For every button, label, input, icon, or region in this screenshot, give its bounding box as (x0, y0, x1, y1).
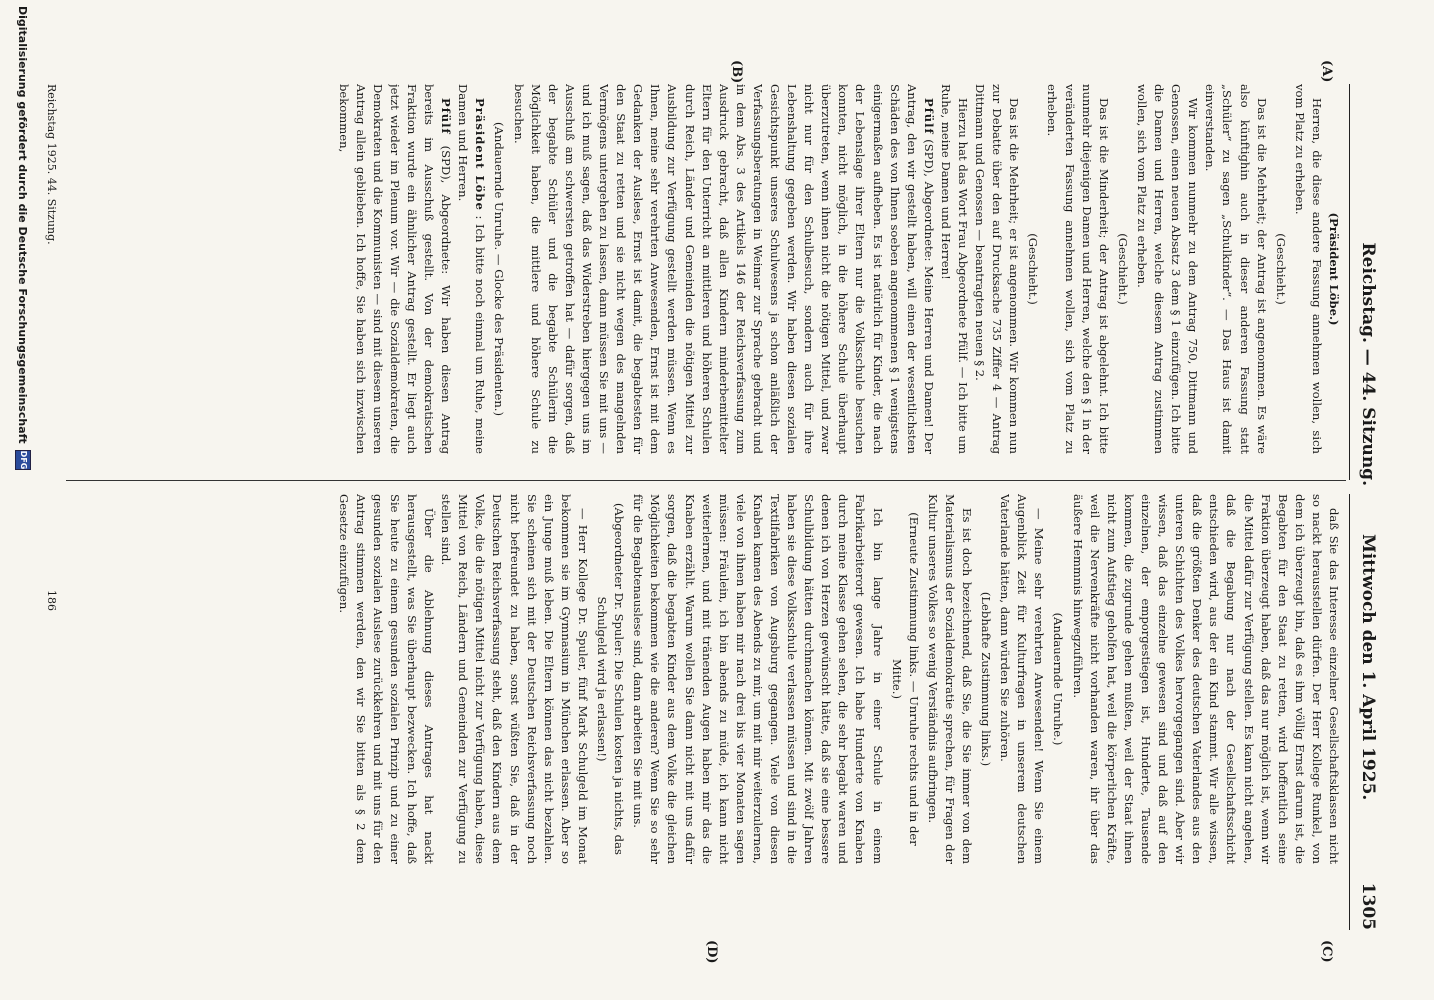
stage-direction: (Geschieht.) (1026, 233, 1041, 305)
stage-direction: (Lebhafte Zustimmung links.) (979, 591, 994, 767)
margin-mark-d: (D) (704, 940, 719, 964)
speech-text: : Ich bitte noch einmal um Ruhe, meine Damen und Herren. (456, 84, 488, 454)
body-paragraph: Herren, die diese andere Fassung annehmen wollen, sich vom Platz zu erheben. (1292, 84, 1324, 454)
body-paragraph: Das ist die Mehrheit; der Antrag ist angenommen. Es wäre also künftighin auch in dieser anderen Fassung statt „Schüler“ zu sagen „Schulkinder“. — Das Haus ist damit einverstanden. (1203, 84, 1269, 454)
header-rule-right (1349, 494, 1350, 930)
margin-mark-c: (C) (1319, 940, 1334, 963)
footer-page-code: 186 (45, 590, 58, 611)
speaker-name: Pfülf (439, 98, 454, 135)
stage-direction: (Geschieht.) (1273, 233, 1288, 305)
speech-paragraph (454, 84, 488, 454)
speaker-name: Präsident Löbe (473, 98, 488, 211)
body-paragraph: Ich bin lange Jahre in einer Schule in einem Fabrikarbeiterort gewesen. Ich habe Hunderte von Knaben durch meine Klasse gehen sehen, die sehr begabt waren und denen ich von Herzen gewünscht hätte, daß sie eine bessere Schulbildung hätten durchmachen können. Mit zwölf Jahren haben sie diese Volksschule verlassen müssen und sind in die Textilfabriken von Augsburg gegangen. Viele von diesen Knaben kamen des Abends zu mir, um mit mir weiterzulernen, viele von ihnen haben mir nach drei bis vier Monaten sagen müssen: Fräulein, ich bin abends zu müde, ich kann nicht weiterlernen, und mit tränenden Augen haben mir das die Knaben erzählt. Warum wollen Sie dann nicht mit uns dafür sorgen, daß die begabten Kinder aus dem Volke die gleichen Möglichkeiten bekommen wie die anderen? Wenn Sie so sehr für die Begabtenauslese sind, dann arbeiten Sie mit uns. (631, 494, 885, 864)
body-paragraph: Das ist die Minderheit; der Antrag ist abgelehnt. Ich bitte nunmehr diejenigen Damen und Herren, welche den § 1 in der veränderten Fassung annehmen wollen, sich vom Platz zu erheben. (1045, 84, 1111, 454)
stage-direction: (Geschieht.) (1115, 233, 1130, 305)
body-paragraph: Das ist die Mehrheit; er ist angenommen. Wir kommen nun zur Debatte über den auf Drucksache 735 Ziffer 4 — Antrag Dittmann und Genossen — beantragten neuen § 2. (973, 84, 1022, 454)
body-paragraph: Wir kommen nunmehr zu dem Antrag 750, Dittmann und Genossen, einen neuen Absatz 3 dem § 1 einzufügen. Ich bitte die Damen und Herren, welche diesem Antrag zustimmen wollen, sich vom Platz zu erheben. (1134, 84, 1201, 454)
footer-left: Reichstag 1925. 44. Sitzung. (45, 84, 58, 245)
speech-text: (SPD), Abgeordnete: Wir haben diesen Antrag bereits im Ausschuß gestellt. Von der demokratischen Fraktion wurde ein ähnlicher Antrag gestellt. Er liegt auch jetzt wieder im Plenum vor. Wir — die Sozialdemokraten, die Demokraten und die Kommunisten — sind mit diesem unseren Antrag allein geblieben. Ich hoffe, Sie haben sich inzwischen bekommen, (336, 84, 454, 454)
body-paragraph: — Meine sehr verehrten Anwesenden! Wenn Sie einem Augenblick Zeit für Kulturfragen in unserem deutschen Vaterlande hätten, dann würden Sie zuhören. (998, 494, 1047, 864)
dfg-logo: DFG (15, 450, 31, 470)
speaker-heading: (Präsident Löbe.) (1327, 212, 1341, 326)
body-paragraph: Über die Ablehnung dieses Antrages hat nackt herausgestellt, was Sie überhaupt bezwecken. Ich hoffe, daß Sie heute zu einem gesunden sozialen Prinzip und zu einer gesunden sozialen Auslese zurückkehren und mit uns für den Antrag stimmen werden, den wir Sie bitten als § 2 dem Gesetze einzufügen. (336, 494, 437, 864)
right-column (72, 494, 1342, 864)
body-paragraph: Hierzu hat das Wort Frau Abgeordnete Pfülf. — Ich bitte um Ruhe, meine Damen und Herren! (938, 84, 971, 454)
credit-text: Digitalisierung gefördert durch die Deutsche Forschungsgemeinschaft (16, 6, 30, 444)
speech-paragraph (510, 84, 937, 454)
left-column (72, 84, 1342, 454)
margin-mark-a: (A) (1319, 60, 1334, 83)
page-header (1354, 90, 1378, 930)
stage-direction: (Abgeordneter Dr. Spuler: Die Schulen kosten ja nichts, das Schulgeld wird ja erlassen!) (595, 503, 627, 855)
credit-line (12, 0, 34, 1000)
header-right: Mittwoch den 1. April 1925. (1358, 534, 1378, 801)
stage-direction: (Andauernde Unruhe.) (1051, 612, 1066, 746)
column-divider (66, 480, 1346, 481)
header-rule-left (1349, 84, 1350, 480)
stage-direction: (Andauernde Unruhe. — Glocke des Präsidenten.) (492, 121, 507, 417)
header-left: Reichstag. — 44. Sitzung. (1358, 242, 1378, 486)
margin-mark-b: (B) (729, 60, 744, 84)
body-paragraph: Es ist doch bezeichnend, daß Sie, die Sie immer von dem Materialismus der Sozialdemokratie sprechen, für Fragen der Kultur unseres Volkes so wenig Verständnis aufbringen. (925, 494, 975, 864)
page-number: 1305 (1358, 882, 1378, 930)
stage-direction: (Erneute Zustimmung links. — Unruhe rechts und in der Mitte.) (889, 512, 921, 846)
speech-paragraph (335, 84, 455, 454)
speaker-name: Pfülf (921, 98, 936, 135)
body-paragraph: daß Sie das Interesse einzelner Gesellschaftsklassen nicht so nackt herausstellen dürfen. Der Herr Kollege Runkel, von dem ich überzeugt bin, daß es ihm völlig Ernst darum ist, die Begabten für den Staat zu retten, wird hoffentlich seine Fraktion überzeugt haben, daß das nur möglich ist, wenn wir die Mittel dafür zur Verfügung stellen. Es kann nicht angehen, daß die Begabung nur nach der Gesellschaftsschicht entschieden wird, aus der ein Kind stammt. Wir alle wissen, daß die größten Denker des deutschen Vaterlandes aus den unteren Schichten des Volkes hervorgegangen sind. Aber wir wissen, daß das einzelne gewesen sind und daß auf den einzelnen, der emporgestiegen ist, Hunderte, Tausende kommen, die zugrunde gehen mußten, weil der Staat ihnen nicht zum Aufstieg geholfen hat, weil die körperlichen Kräfte, weil die Nervenkräfte nicht vorhanden waren, ihr über das äußere Hemmnis hinwegzuführen. (1070, 494, 1341, 864)
speech-text: (SPD), Abgeordnete: Meine Herren und Damen! Der Antrag, den wir gestellt haben, will einen der wesentlichsten Schäden des von Ihnen soeben angenommenen § 1 wenigstens einigermaßen aufheben. Es ist natürlich für Kinder, die nach der Lebenslage ihrer Eltern nur die Volksschule besuchen konnten, nicht möglich, in die höhere Schule überhaupt überzutreten, wenn ihnen nicht die nötigen Mittel, und zwar nicht nur für den Schulbesuch, sondern auch für ihre Lebenshaltung gegeben werden. Wir haben diesen sozialen Gesichtspunkt unseres Schulwesens ja schon anläßlich der Verfassungsberatungen in Weimar zur Sprache gebracht und in dem Abs. 3 des Artikels 146 der Reichsverfassung zum Ausdruck gebracht, daß allen Kindern minderbemittelter Eltern für den Unterricht an mittleren und höheren Schulen durch Reich, Länder und Gemeinden die nötigen Mittel zur Ausbildung zur Verfügung gestellt werden müssen. Wenn es Ihnen, meine sehr verehrten Anwesenden, Ernst ist mit dem Gedanken der Auslese, Ernst ist damit, die begabtesten für den Staat zu retten und sie nicht wegen des mangelnden Vermögens untergehen zu lassen, dann müssen Sie mit uns — und ich muß sagen, daß das Widerstreben hiergegen uns im Ausschuß am schwersten getroffen hat — dafür sorgen, daß der begabte Schüler und die begabte Schülerin die Möglichkeit haben, die mittlere und höhere Schule zu besuchen. (511, 84, 936, 454)
body-paragraph: — Herr Kollege Dr. Spuler, fünf Mark Schulgeld im Monat bekommen sie im Gymnasium in München erlassen. Aber so ein Junge muß leben. Die Eltern können das nicht bezahlen. Sie scheinen sich mit der Deutschen Reichsverfassung noch nicht befreundet zu haben, sonst wüßten Sie, daß in der Deutschen Reichsverfassung steht, daß den Kindern aus dem Volke, die die nötigen Mittel nicht zur Verfügung haben, diese Mittel von Reich, Ländern und Gemeinden zur Verfügung zu stellen sind. (439, 494, 590, 864)
